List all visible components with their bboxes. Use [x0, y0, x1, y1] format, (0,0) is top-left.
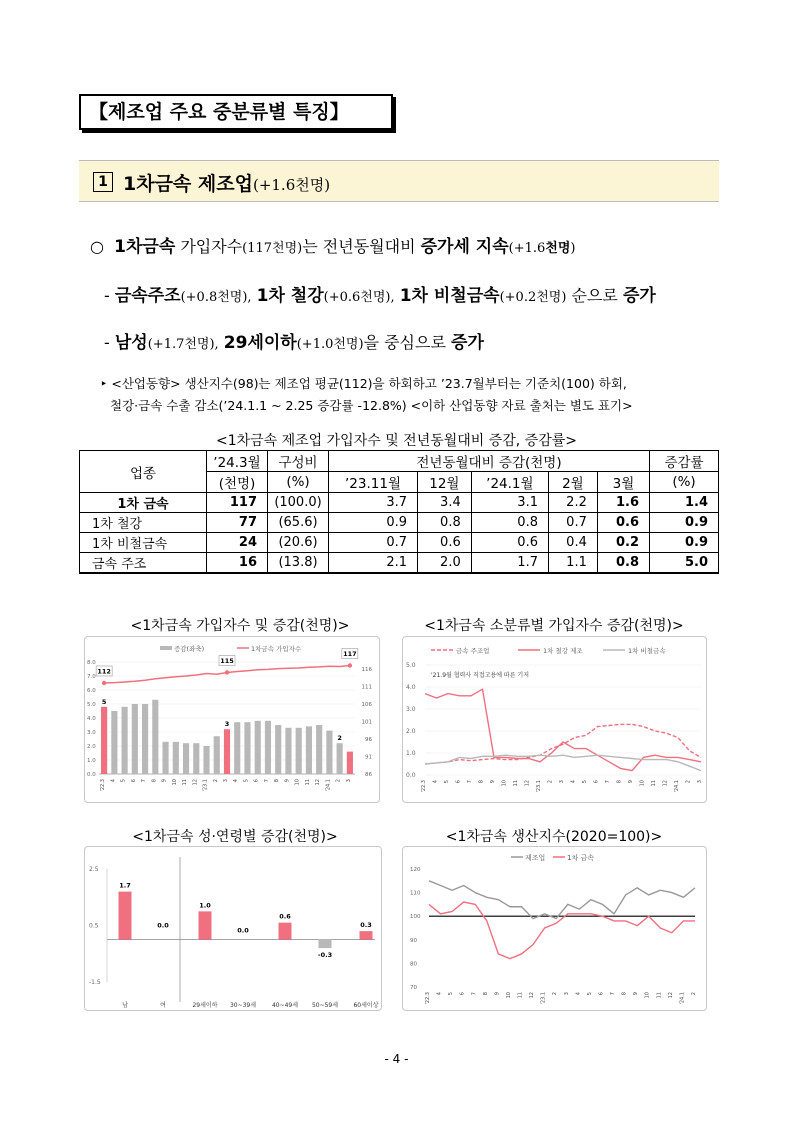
b2-steel: 1차 철강 [256, 286, 324, 306]
x-tick-label: 4 [110, 779, 117, 783]
bar [152, 700, 158, 774]
y-right-tick: 106 [361, 702, 372, 708]
row-share: (20.6) [268, 533, 329, 553]
bar [111, 711, 117, 774]
row-d1: 2.1 [329, 553, 418, 574]
chart1-caption: <1차금속 가입자수 및 증감(천명)> [130, 618, 350, 634]
x-tick-label: 2 [685, 780, 692, 784]
row-rate: 0.9 [650, 533, 719, 553]
bar-value-label: 2 [337, 734, 342, 743]
row-d3: 0.8 [471, 513, 548, 533]
chart3-svg [85, 847, 381, 1010]
bar [142, 704, 148, 774]
b1-delta: (+1.6 [508, 241, 546, 256]
th-month: ’23.11월 [329, 472, 418, 493]
b2-nonferrous: 1차 비철금속 [399, 286, 500, 306]
legend-label: 1차 비철금속 [628, 647, 666, 655]
y-tick: 120 [410, 867, 421, 873]
row-d1: 3.7 [329, 493, 418, 513]
b2-order: 순으로 [571, 286, 618, 305]
chart4-caption: <1차금속 생산지수(2020=100)> [445, 829, 663, 845]
subsection-number: 1 [93, 172, 113, 192]
x-tick-label: 12 [315, 779, 322, 786]
x-tick-label: 12 [667, 992, 674, 999]
y-left-tick: 7.0 [87, 674, 96, 680]
bar [119, 892, 132, 940]
x-tick-label: 10 [505, 992, 512, 999]
b1-trend: 증가세 지속 [420, 237, 509, 257]
x-tick-label: 2 [691, 992, 697, 996]
y-tick: 0.5 [89, 922, 99, 930]
bar-value-label: 0.6 [279, 912, 291, 921]
b3-male: 남성 [114, 333, 148, 353]
th-count-2: (천명) [207, 472, 268, 493]
line-marker [348, 663, 352, 667]
th-delta: 전년동월대비 증감(천명) [329, 451, 650, 472]
b3-young-delta: (+1.0천명) [296, 337, 364, 352]
x-tick-label: '24.1 [325, 779, 332, 792]
row-d4: 1.1 [548, 553, 597, 574]
section-title: 【제조업 주요 중분류별 특징】 [79, 94, 393, 130]
line-value-label: 112 [97, 667, 111, 676]
x-tick-label: 5 [582, 780, 588, 784]
y-right-tick: 96 [365, 737, 372, 743]
legend-label: 1차 철강 제조 [543, 647, 583, 655]
x-tick-label: 8 [151, 779, 158, 783]
x-category-label: 40~49세 [271, 1002, 299, 1009]
table-row [80, 553, 719, 574]
th-rate-1: 증감률 [650, 451, 719, 472]
x-tick-label: 4 [233, 779, 240, 783]
row-share: (13.8) [268, 553, 329, 574]
x-tick-label: 6 [253, 779, 260, 783]
y-tick: -1.5 [89, 979, 101, 986]
series-line [425, 755, 701, 770]
x-tick-label: '22.3 [421, 780, 427, 793]
x-tick-label: '22.3 [100, 779, 107, 792]
bar [203, 746, 209, 774]
y-left-tick: 5.0 [87, 702, 96, 708]
y-tick: 90 [410, 937, 417, 944]
row-d5: 0.6 [597, 513, 649, 533]
bar [337, 743, 343, 774]
x-tick-label: 3 [345, 779, 352, 783]
x-tick-label: 5 [586, 992, 593, 996]
bullet-subindustries [104, 281, 656, 306]
y-tick: 3.0 [406, 706, 416, 713]
x-tick-label: 11 [513, 780, 519, 787]
th-industry: 업종 [80, 451, 207, 493]
row-d4: 0.7 [548, 513, 597, 533]
row-count: 24 [207, 533, 268, 553]
x-tick-label: '24.1 [674, 780, 680, 793]
bar [316, 725, 322, 774]
y-left-tick: 2.0 [87, 744, 96, 750]
chart3-box [84, 846, 382, 1011]
chart2-caption: <1차금속 소분류별 가입자수 증감(천명)> [424, 618, 684, 634]
x-tick-label: 10 [644, 992, 651, 999]
bar-value-label: 0.3 [360, 921, 372, 930]
bar [244, 722, 250, 774]
x-tick-label: 6 [459, 992, 466, 996]
bar-value-label: 0.0 [157, 921, 169, 930]
x-category-label: 남 [122, 1002, 128, 1009]
y-right-tick: 111 [361, 684, 372, 691]
x-category-label: 29세이하 [192, 1002, 218, 1009]
b1-close: ) [570, 241, 576, 256]
b3-young: 29세이하 [223, 333, 297, 353]
bar [122, 707, 128, 774]
x-tick-label: 10 [639, 780, 646, 787]
row-d5: 1.6 [597, 493, 649, 513]
x-tick-label: 2 [212, 779, 219, 783]
bar [347, 752, 353, 774]
y-tick: 1.0 [406, 750, 416, 757]
bar-value-label: 0.0 [237, 926, 249, 935]
table-caption: <1차금속 제조업 가입자수 및 전년동월대비 증감, 증감률> [215, 433, 578, 449]
subsection-delta: (+1.6천명) [252, 176, 331, 194]
bar [193, 743, 199, 774]
x-tick-label: 6 [598, 992, 605, 996]
row-rate: 0.9 [650, 513, 719, 533]
x-tick-label: 7 [141, 779, 148, 783]
bar [173, 742, 179, 774]
bar [275, 725, 281, 774]
series-line [429, 881, 695, 919]
bar-value-label: 3 [224, 720, 230, 729]
x-tick-label: 10 [171, 779, 178, 786]
row-rate: 1.4 [650, 493, 719, 513]
x-tick-label: 8 [621, 992, 628, 996]
bar [183, 743, 189, 774]
bar [279, 923, 292, 940]
x-tick-label: 3 [223, 779, 229, 783]
dash: - [104, 333, 110, 352]
x-category-label: 여 [160, 1002, 166, 1009]
x-tick-label: 6 [593, 780, 600, 784]
y-tick: 80 [410, 961, 417, 968]
y-right-tick: 91 [365, 754, 372, 761]
table-row [80, 513, 719, 533]
row-d1: 0.7 [329, 533, 418, 553]
b2-nonferrous-delta: (+0.2천명) [499, 290, 567, 305]
b1-industry: 1차금속 [114, 237, 176, 257]
x-tick-label: 12 [524, 780, 531, 787]
x-tick-label: 9 [628, 780, 634, 784]
x-tick-label: 12 [529, 992, 536, 999]
b2-casting: 금속주조 [114, 286, 181, 306]
th-month: 3월 [597, 472, 649, 493]
x-tick-label: 11 [656, 992, 663, 999]
x-tick-label: '23.1 [202, 779, 209, 792]
row-d2: 3.4 [418, 493, 472, 513]
row-d3: 3.1 [471, 493, 548, 513]
chart2-svg [403, 637, 706, 802]
bar [306, 726, 312, 774]
x-tick-label: 6 [455, 780, 462, 784]
line-value-label: 117 [343, 650, 357, 658]
x-tick-label: '24.1 [679, 992, 686, 1005]
chart4-svg [403, 847, 706, 1010]
x-tick-label: 9 [490, 780, 496, 784]
y-tick: 100 [410, 914, 421, 921]
bar-value-label: 5 [101, 697, 107, 706]
x-tick-label: 12 [192, 779, 199, 786]
chart2-box [402, 636, 707, 803]
b2-casting-delta: (+0.8천명), [180, 290, 252, 305]
x-tick-label: 7 [471, 992, 478, 996]
note-line-2: 철강·금속 수출 감소(’24.1.1 ~ 2.25 증감률 -12.8%) <이하 산업동향 자료 출처는 별도 표기> [110, 398, 633, 413]
b1-count: (117천명) [242, 241, 303, 256]
b1-text1: 가입자수 [180, 237, 243, 256]
x-tick-label: 7 [467, 780, 473, 784]
x-tick-label: 4 [575, 992, 582, 996]
x-tick-label: 8 [274, 779, 281, 783]
row-d5: 0.2 [597, 533, 649, 553]
line-value-label: 115 [220, 657, 234, 665]
row-d3: 1.7 [471, 553, 548, 574]
bar-value-label: -0.3 [317, 951, 333, 960]
row-d2: 0.8 [418, 513, 472, 533]
chart1-box [84, 636, 380, 803]
y-right-tick: 101 [361, 719, 372, 726]
bar [162, 742, 168, 774]
bar [265, 721, 271, 774]
x-tick-label: 7 [263, 779, 270, 783]
chart3-caption: <1차금속 성·연령별 증감(천명)> [132, 829, 338, 845]
y-tick: 4.0 [406, 684, 416, 691]
y-left-tick: 8.0 [87, 660, 96, 666]
bar [214, 736, 220, 774]
legend-label: 제조업 [525, 854, 546, 862]
th-share-2: (%) [268, 472, 329, 493]
bar-value-label: 1.7 [119, 881, 131, 890]
x-category-label: 30~39세 [229, 1002, 257, 1009]
legend-bar-label: 증감(좌축) [174, 645, 205, 653]
bar [132, 704, 138, 774]
x-tick-label: 10 [501, 780, 508, 787]
th-rate-2: (%) [650, 472, 719, 493]
chart1-svg [85, 637, 379, 802]
b2-steel-delta: (+0.6천명), [323, 290, 395, 305]
x-tick-label: 7 [610, 992, 617, 996]
legend-label: 1차 금속 [567, 854, 594, 862]
row-d2: 0.6 [418, 533, 472, 553]
th-month: 2월 [548, 472, 597, 493]
row-d1: 0.9 [329, 513, 418, 533]
bullet-circle-icon: ○ [90, 237, 104, 256]
x-tick-label: 3 [563, 992, 570, 996]
x-tick-label: 4 [432, 780, 439, 784]
x-tick-label: 7 [605, 780, 611, 784]
row-count: 16 [207, 553, 268, 574]
legend-label: 금속 주조업 [456, 647, 490, 655]
bar [296, 728, 302, 774]
x-tick-label: 8 [482, 992, 489, 996]
table-row [80, 533, 719, 553]
x-tick-label: 11 [651, 780, 657, 787]
bar [224, 729, 230, 774]
y-tick: 2.5 [89, 866, 99, 873]
row-name: 금속 주조 [80, 553, 207, 574]
row-d5: 0.8 [597, 553, 649, 574]
row-name: 1차 금속 [80, 493, 207, 513]
row-count: 117 [207, 493, 268, 513]
x-tick-label: 4 [570, 780, 577, 784]
x-category-label: 50~59세 [311, 1002, 339, 1009]
x-tick-label: '23.1 [540, 992, 547, 1005]
row-count: 77 [207, 513, 268, 533]
y-tick: 5.0 [406, 662, 416, 669]
line-marker [225, 670, 229, 674]
y-right-tick: 116 [361, 667, 372, 673]
note-line-1: ‣ <산업동향> 생산지수(98)는 제조업 평균(112)을 하회하고 ’23.7월부터는 기준치(100) 하회, [100, 376, 627, 391]
b1-unit: 천명 [545, 241, 571, 256]
page-number: - 4 - [384, 1052, 409, 1066]
x-tick-label: 2 [552, 992, 559, 996]
subsection-title-text: 1차금속 제조업 [123, 173, 253, 195]
line-marker [102, 681, 106, 685]
x-tick-label: 9 [494, 992, 501, 996]
row-d4: 0.4 [548, 533, 597, 553]
x-tick-label: 9 [161, 779, 168, 783]
annotation: '21.9월 협력사 직접고용에 따른 기저 [431, 672, 529, 679]
subsection-header [79, 160, 719, 202]
row-d3: 0.6 [471, 533, 548, 553]
row-name: 1차 철강 [80, 513, 207, 533]
bar [285, 728, 291, 774]
y-tick: 0.0 [406, 772, 416, 779]
x-tick-label: '23.1 [536, 780, 542, 793]
b1-text2: 는 전년동월대비 [302, 237, 416, 256]
x-tick-label: 8 [478, 780, 485, 784]
subsection-title [123, 169, 330, 196]
y-tick: 70 [410, 985, 417, 991]
x-tick-label: 6 [130, 779, 137, 783]
bar [326, 731, 332, 774]
x-tick-label: 4 [436, 992, 443, 996]
row-share: (100.0) [268, 493, 329, 513]
y-left-tick: 0.0 [87, 772, 96, 778]
chart4-box [402, 846, 707, 1011]
bullet-demographics [104, 328, 484, 353]
x-tick-label: 3 [559, 780, 565, 784]
legend-bar-swatch [160, 646, 172, 650]
b2-increase: 증가 [622, 286, 656, 306]
x-tick-label: 9 [633, 992, 640, 996]
b3-male-delta: (+1.7천명), [147, 337, 219, 352]
x-tick-label: 11 [304, 779, 311, 786]
row-d2: 2.0 [418, 553, 472, 574]
y-left-tick: 3.0 [87, 730, 96, 736]
x-tick-label: 3 [697, 780, 703, 784]
x-category-label: 60세이상 [353, 1002, 379, 1009]
x-tick-label: 5 [448, 992, 455, 996]
x-tick-label: 9 [284, 779, 291, 783]
dash: - [104, 286, 110, 305]
bar [101, 707, 107, 774]
y-tick: 110 [410, 890, 421, 897]
x-tick-label: 8 [616, 780, 623, 784]
x-tick-label: '22.3 [425, 992, 431, 1005]
x-tick-label: 5 [444, 780, 450, 784]
th-share-1: 구성비 [268, 451, 329, 472]
b3-increase: 증가 [451, 333, 484, 353]
legend-line-label: 1차금속 가입자수 [251, 645, 302, 653]
bar [234, 722, 240, 774]
x-tick-label: 2 [335, 779, 342, 783]
x-tick-label: 10 [294, 779, 301, 786]
b3-center: 을 중심으로 [363, 333, 446, 352]
x-tick-label: 5 [120, 779, 127, 783]
bar-value-label: 1.0 [199, 901, 211, 910]
y-left-tick: 4.0 [87, 716, 96, 722]
members-table [79, 450, 719, 574]
y-left-tick: 6.0 [87, 688, 96, 694]
bullet-members [90, 232, 576, 257]
y-tick: 2.0 [406, 728, 416, 735]
row-name: 1차 비철금속 [80, 533, 207, 553]
bar [199, 911, 212, 939]
bar [319, 940, 332, 948]
row-d4: 2.2 [548, 493, 597, 513]
x-tick-label: 5 [243, 779, 250, 783]
bar [255, 721, 261, 774]
x-tick-label: 11 [182, 779, 189, 786]
y-right-tick: 86 [365, 772, 372, 778]
table-row [80, 493, 719, 513]
x-tick-label: 2 [547, 780, 554, 784]
row-rate: 5.0 [650, 553, 719, 574]
th-count-1: ’24.3월 [207, 451, 268, 472]
x-tick-label: 11 [517, 992, 524, 999]
y-left-tick: 1.0 [87, 758, 96, 764]
x-tick-label: 12 [662, 780, 669, 787]
th-month: 12월 [418, 472, 472, 493]
bar [360, 931, 373, 939]
th-month: ’24.1월 [471, 472, 548, 493]
row-share: (65.6) [268, 513, 329, 533]
